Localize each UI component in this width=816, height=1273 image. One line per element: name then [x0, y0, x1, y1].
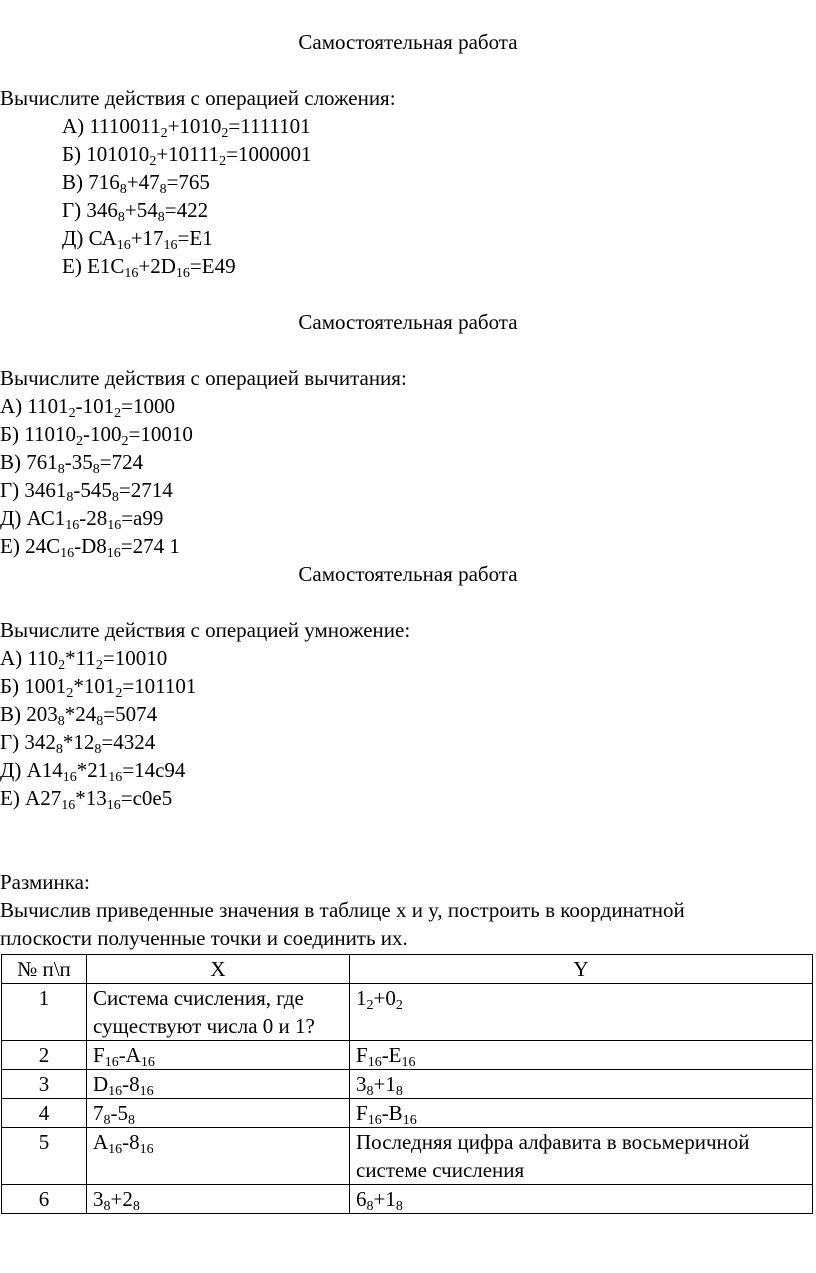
section-prompt: Вычислите действия с операцией умножение:: [0, 618, 411, 642]
row-number: 1: [2, 984, 87, 1041]
exercise-item: Г) $342_8*12_8=4324$: [0, 730, 156, 757]
header-x: X: [87, 955, 350, 984]
exercise-item: Б) $101010_2+10111_2=1000001$: [62, 142, 312, 169]
base-subscript: 2: [58, 658, 66, 673]
base-subscript: 8: [57, 714, 65, 729]
base-subscript: 8: [92, 462, 100, 477]
table-header-row: [2, 955, 813, 984]
base-subscript: 16: [108, 770, 123, 785]
section-warmup: [0, 868, 816, 952]
exercise-item: В) $203_8*24_8=5074$: [0, 702, 158, 729]
cell-x: $F_{16}-A_{16}$: [87, 1041, 350, 1070]
table-row: [2, 1070, 813, 1099]
cell-x: $D_{16}-8_{16}$: [87, 1070, 350, 1099]
cell-x: $A_{16}-8_{16}$: [87, 1128, 350, 1185]
base-subscript: 8: [132, 1199, 140, 1214]
exercise-item: А) $1110011_2+1010_2=1111101$: [62, 114, 311, 141]
exercise-item: Г) $3461_8-545_8=2714$: [0, 478, 173, 505]
base-subscript: 16: [60, 546, 75, 561]
base-subscript: 16: [107, 518, 122, 533]
cell-x: $7_8-5_8$: [87, 1099, 350, 1128]
base-subscript: 8: [395, 1199, 403, 1214]
base-subscript: 2: [149, 154, 157, 169]
cell-y: Последняя цифра алфавита в восьмеричной системе счисления: [350, 1128, 813, 1185]
base-subscript: 8: [66, 490, 74, 505]
base-subscript: 8: [103, 1113, 111, 1128]
base-subscript: 8: [111, 490, 119, 505]
warmup-instruction: Вычислив приведенные значения в таблице x и y, построить в координатной: [0, 898, 685, 922]
base-subscript: 2: [66, 686, 74, 701]
row-number: 4: [2, 1099, 87, 1128]
base-subscript: 16: [65, 518, 80, 533]
cell-x: Система счисления, где существуют числа 0 и 1?: [87, 984, 350, 1041]
base-subscript: 8: [157, 210, 165, 225]
exercise-item: А) $110_2*11_2=10010$: [0, 646, 168, 673]
cell-y: $6_8+1_8$: [350, 1185, 813, 1214]
section-prompt: Вычислите действия с операцией сложения:: [0, 86, 396, 110]
base-subscript: 2: [115, 686, 123, 701]
exercise-item: Д) $СА_{16}+17_{16}=Е1$: [62, 226, 213, 253]
section-title: Самостоятельная работа: [298, 562, 518, 586]
base-subscript: 16: [367, 1055, 382, 1070]
exercise-item: А) $1101_2-101_2=1000$: [0, 394, 175, 421]
base-subscript: 2: [114, 406, 122, 421]
section-prompt: Вычислите действия с операцией вычитания:: [0, 366, 407, 390]
cell-x: $3_8+2_8$: [87, 1185, 350, 1214]
base-subscript: 2: [395, 998, 403, 1013]
base-subscript: 16: [62, 770, 77, 785]
cell-y: $3_8+1_8$: [350, 1070, 813, 1099]
base-subscript: 2: [121, 434, 129, 449]
warmup-heading: Разминка:: [0, 870, 90, 894]
base-subscript: 2: [219, 154, 227, 169]
cell-y: $F_{16}-E_{16}$: [350, 1041, 813, 1070]
base-subscript: 16: [175, 266, 190, 281]
base-subscript: 16: [104, 1055, 119, 1070]
base-subscript: 8: [395, 1084, 403, 1099]
header-number: № п\п: [2, 955, 87, 984]
base-subscript: 16: [124, 266, 139, 281]
base-subscript: 16: [116, 238, 131, 253]
base-subscript: 16: [108, 1084, 123, 1099]
base-subscript: 2: [366, 998, 374, 1013]
base-subscript: 8: [366, 1199, 374, 1214]
section-subtraction: [0, 308, 816, 560]
base-subscript: 8: [159, 182, 167, 197]
base-subscript: 2: [95, 658, 103, 673]
base-subscript: 16: [139, 1084, 154, 1099]
exercise-item: Д) $А14_{16}*21_{16}=14c94$: [0, 758, 186, 785]
row-number: 5: [2, 1128, 87, 1185]
base-subscript: 16: [402, 1113, 417, 1128]
section-title: Самостоятельная работа: [298, 310, 518, 334]
table-row: [2, 984, 813, 1041]
base-subscript: 16: [140, 1055, 155, 1070]
base-subscript: 8: [57, 462, 65, 477]
base-subscript: 2: [160, 126, 168, 141]
exercise-item: Д) $АС1_{16}-28_{16}=a99$: [0, 506, 164, 533]
section-addition: [0, 0, 816, 308]
base-subscript: 8: [96, 714, 104, 729]
base-subscript: 8: [366, 1084, 374, 1099]
base-subscript: 16: [108, 1142, 123, 1157]
section-multiplication: [0, 560, 816, 868]
table-row: [2, 1128, 813, 1185]
base-subscript: 16: [163, 238, 178, 253]
exercise-item: Е) $Е1С_{16}+2D_{16}=E49$: [62, 254, 236, 281]
table-row: [2, 1185, 813, 1214]
base-subscript: 8: [94, 742, 102, 757]
base-subscript: 16: [401, 1055, 416, 1070]
cell-y: $F_{16}-B_{16}$: [350, 1099, 813, 1128]
base-subscript: 16: [367, 1113, 382, 1128]
exercise-item: Б) $11010_2-100_2=10010$: [0, 422, 193, 449]
base-subscript: 2: [76, 434, 84, 449]
table-row: [2, 1041, 813, 1070]
exercise-item: В) $761_8-35_8=724$: [0, 450, 144, 477]
exercise-item: Г) $346_8+54_8=422$: [62, 198, 209, 225]
base-subscript: 2: [221, 126, 229, 141]
base-subscript: 8: [128, 1113, 135, 1128]
table-row: [2, 1099, 813, 1128]
row-number: 6: [2, 1185, 87, 1214]
coordinates-table: [1, 954, 813, 1214]
base-subscript: 16: [106, 798, 121, 813]
base-subscript: 16: [139, 1142, 154, 1157]
base-subscript: 16: [106, 546, 121, 561]
section-title: Самостоятельная работа: [298, 30, 518, 54]
base-subscript: 8: [119, 182, 127, 197]
exercise-item: Е) $24С_{16}-D8_{16}=274$ 1: [0, 534, 180, 561]
warmup-instruction: плоскости полученные точки и соединить их.: [0, 926, 408, 950]
row-number: 2: [2, 1041, 87, 1070]
base-subscript: 8: [117, 210, 125, 225]
base-subscript: 2: [68, 406, 76, 421]
row-number: 3: [2, 1070, 87, 1099]
exercise-item: В) $716_8+47_8=765$: [62, 170, 210, 197]
base-subscript: 16: [61, 798, 76, 813]
base-subscript: 8: [103, 1199, 111, 1214]
cell-y: $1_2+0_2$: [350, 984, 813, 1041]
exercise-item: Б) $1001_2*101_2=101101$: [0, 674, 197, 701]
base-subscript: 8: [55, 742, 63, 757]
exercise-item: Е) $А27_{16}*13_{16}=c0e5$: [0, 786, 173, 813]
header-y: Y: [350, 955, 813, 984]
